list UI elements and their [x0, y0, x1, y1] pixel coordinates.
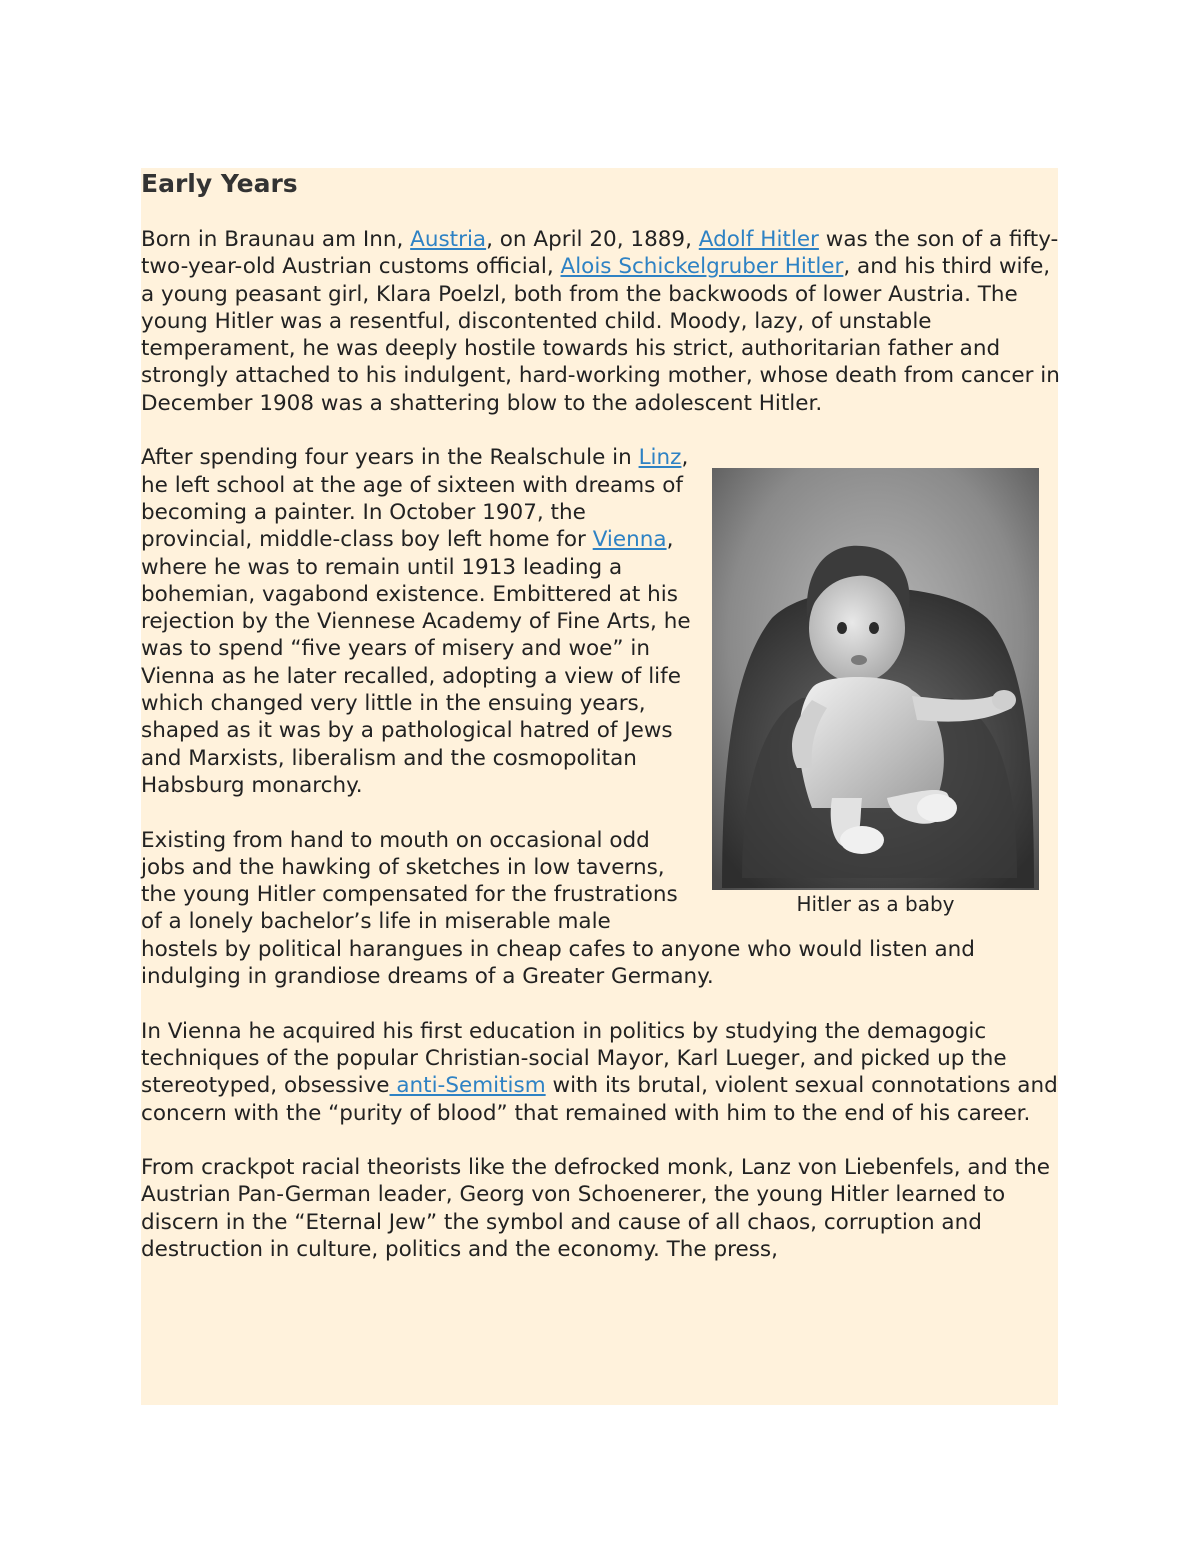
- link-anti-semitism[interactable]: anti-Semitism: [389, 1073, 546, 1099]
- text-span: , he left school at the age of sixteen with dreams of becoming a painter. In October 1907, the provincial, middle-class boy left home for: [141, 445, 689, 553]
- figure-caption: Hitler as a baby: [796, 892, 955, 917]
- paragraph-5: [141, 1154, 1060, 1263]
- link-vienna[interactable]: Vienna: [592, 527, 667, 553]
- text-span: , and his third wife, a young peasant girl, Klara Poelzl, both from the backwoods of lower Austria. The young Hitler was a resentful, discontented child. Moody, lazy, of unstable temperament, he was deeply hostile towards his strict, authoritarian father and strongly attached to his indulgent, hard-working mother, whose death from cancer in December 1908 was a shattering blow to the adolescent Hitler.: [141, 254, 1060, 416]
- link-alois-schickelgruber-hitler[interactable]: Alois Schickelgruber Hitler: [560, 254, 844, 280]
- text-span: , where he was to remain until 1913 leading a bohemian, vagabond existence. Embittered at his rejection by the Viennese Academy of Fine Arts, he was to spend “five years of misery and woe” in Vienna as he later recalled, adopting a view of life which changed very little in the ensuing years, shaped as it was by a pathological hatred of Jews and Marxists, liberalism and the cosmopolitan Habsburg monarchy.: [141, 527, 691, 798]
- paragraph-4: [141, 1018, 1060, 1127]
- text-span: From crackpot racial theorists like the defrocked monk, Lanz von Liebenfels, and the Austrian Pan-German leader, Georg von Schoenerer, the young Hitler learned to discern in the “Eternal Jew” the symbol and cause of all chaos, corruption and destruction in culture, politics and the economy. The press,: [141, 1155, 1050, 1262]
- baby-photo: [712, 468, 1039, 890]
- link-linz[interactable]: Linz: [638, 445, 682, 471]
- paragraph-1: [141, 226, 1060, 417]
- text-span: , on April 20, 1889,: [486, 227, 699, 252]
- page-title: Early Years: [141, 169, 298, 198]
- text-span: Born in Braunau am Inn,: [141, 227, 411, 252]
- article-body: [141, 226, 1060, 1291]
- text-span: After spending four years in the Realschule in: [141, 445, 639, 471]
- link-austria[interactable]: Austria: [410, 227, 487, 252]
- text-span: was the son of a fifty-two-year-old Austrian customs official,: [141, 227, 1059, 280]
- text-span: with its brutal, violent sexual connotations and concern with the “purity of blood” that remained with him to the end of his career.: [141, 1073, 1058, 1126]
- link-adolf-hitler[interactable]: Adolf Hitler: [698, 227, 819, 252]
- photo-figure: [712, 468, 1057, 918]
- text-span: Existing from hand to mouth on occasional odd jobs and the hawking of sketches in low taverns, the young Hitler compensated for the frustrations of a lonely bachelor’s life in miserable male hostels by political harangues in cheap cafes to anyone who would listen and indulging in grandiose dreams of a Greater Germany.: [141, 827, 975, 990]
- text-span: In Vienna he acquired his first education in politics by studying the demagogic techniques of the popular Christian-social Mayor, Karl Lueger, and picked up the stereotyped, obsessive: [141, 1018, 1007, 1099]
